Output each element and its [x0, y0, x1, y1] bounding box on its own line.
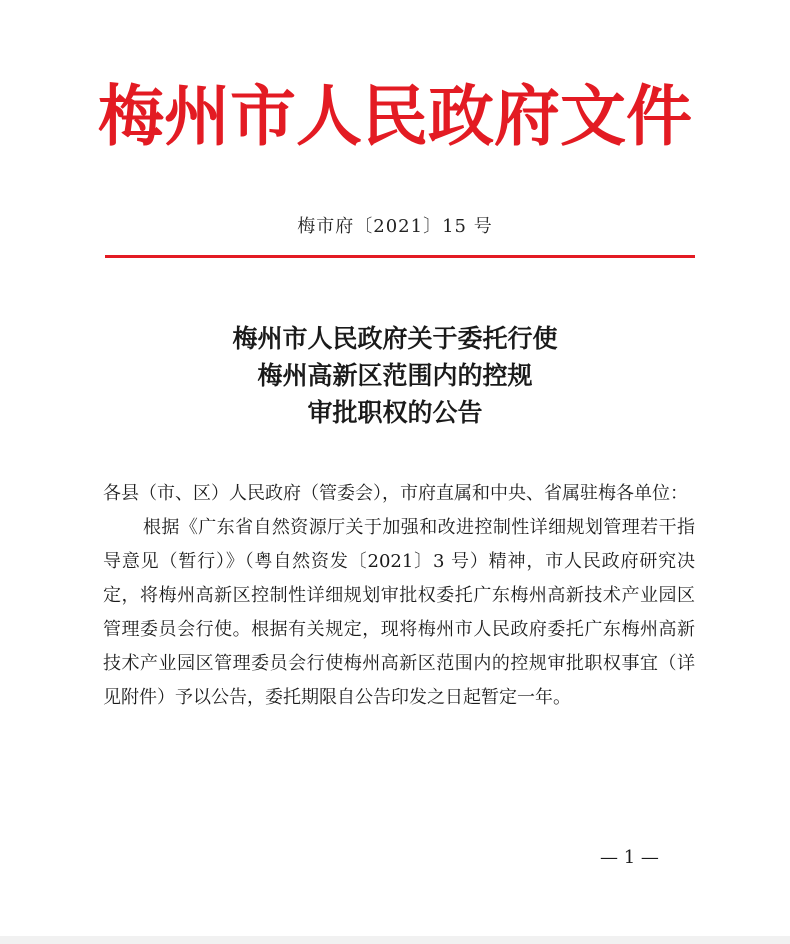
- addressee-paragraph: 各县（市、区）人民政府（管委会），市府直属和中央、省属驻梅各单位：: [103, 483, 688, 504]
- document-number: 梅市府〔2021〕15 号: [297, 216, 493, 237]
- page-number: — 1 —: [600, 847, 659, 868]
- main-paragraph: 根据《广东省自然资源厅关于加强和改进控制性详细规划管理若干指导意见（暂行）》（粤自然资发〔2021〕3 号）精神，市人民政府研究决定，将梅州高新区控制性详细规划审批权委托广东梅州高新技术产业园区管理委员会行使。根据有关规定，现将梅州市人民政府委托广东梅州高新技术产业园区管理委员会行使梅州高新区范围内的控规审批职权事宜（详见附件）予以公告，委托期限自公告印发之日起暂定一年。: [103, 517, 695, 708]
- notice-body: [103, 477, 695, 715]
- page-bottom-edge: [0, 936, 790, 944]
- notice-title-line-2: 梅州高新区范围内的控规: [257, 361, 533, 390]
- notice-title-line-1: 梅州市人民政府关于委托行使: [232, 324, 558, 353]
- red-divider-line: [105, 255, 695, 258]
- document-header-title: 梅州市人民政府文件: [98, 77, 692, 155]
- notice-title: [0, 320, 790, 431]
- notice-title-line-3: 审批职权的公告: [307, 398, 483, 427]
